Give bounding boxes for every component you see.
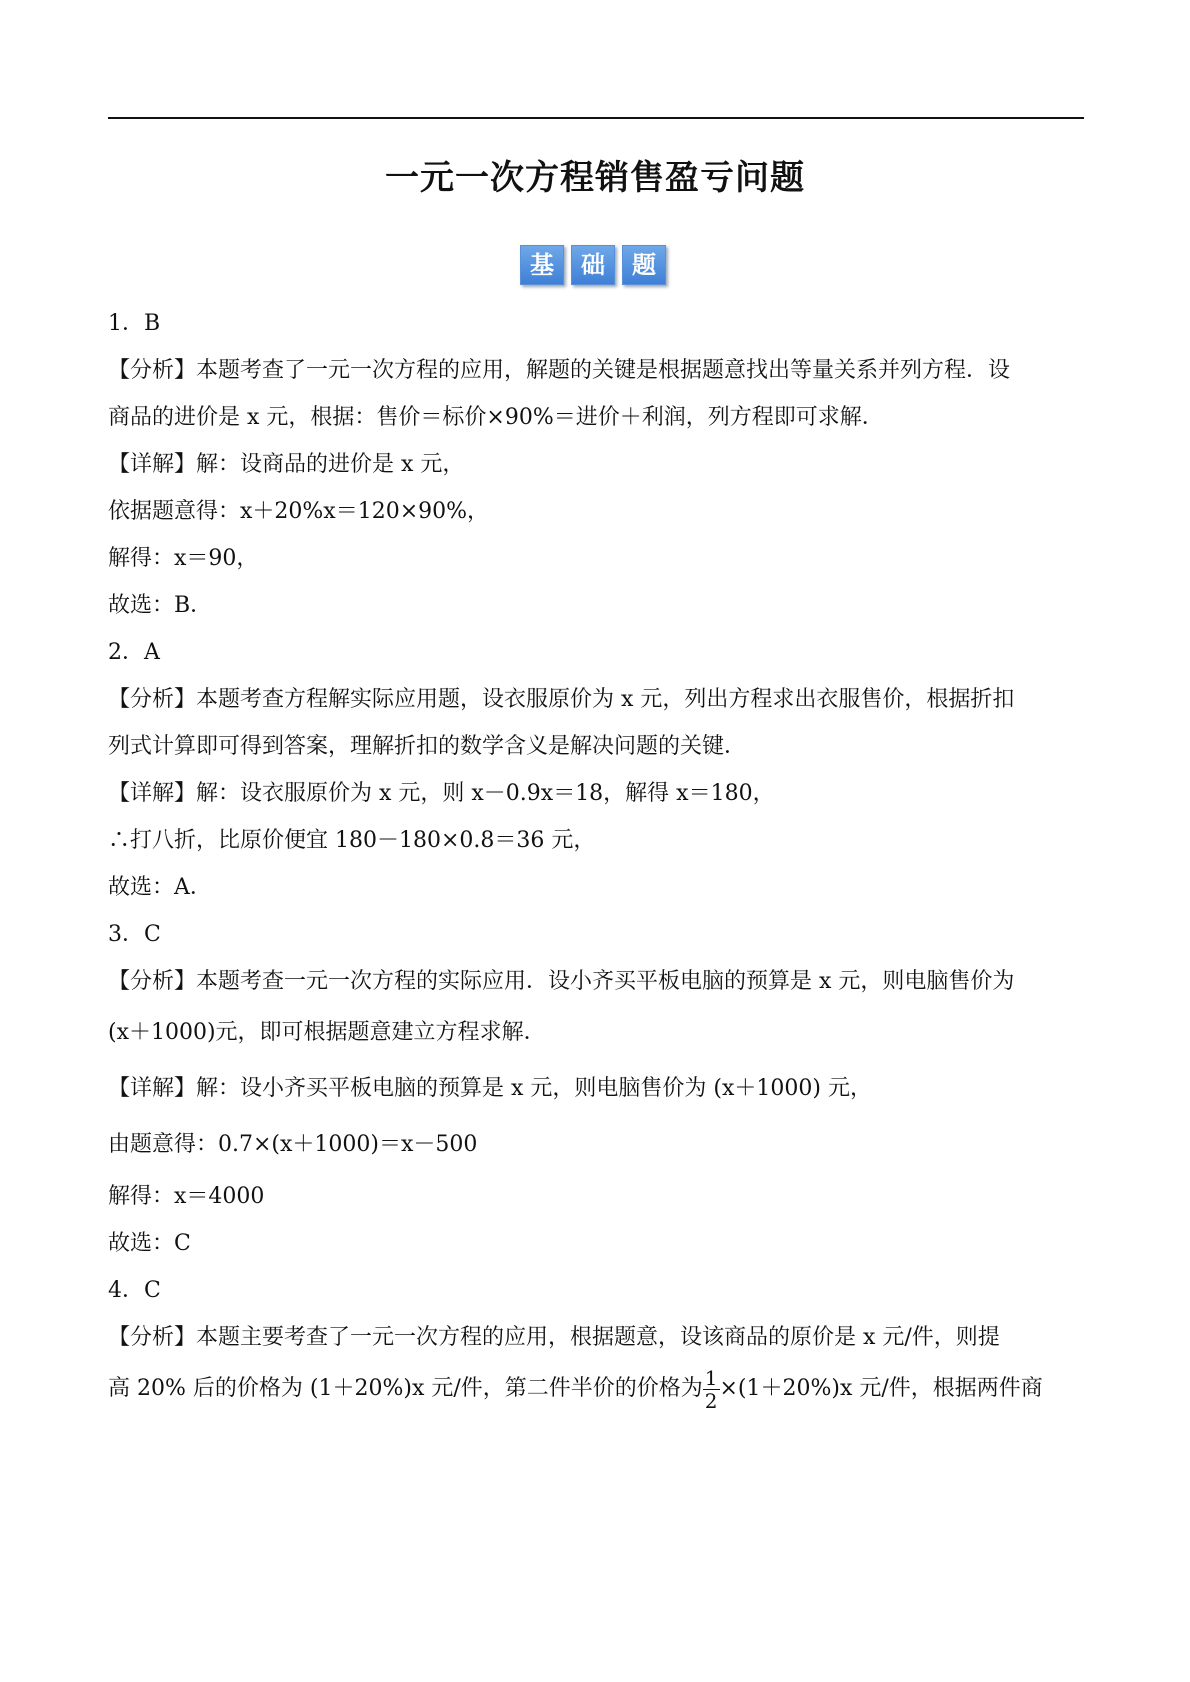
text-line: 2．A bbox=[108, 640, 160, 665]
document-body bbox=[108, 300, 1086, 1417]
text-line: 3．C bbox=[108, 922, 161, 947]
text-line: 解得：x＝4000 bbox=[108, 1184, 265, 1209]
text-line: 【分析】本题考查了一元一次方程的应用，解题的关键是根据题意找出等量关系并列方程．设 bbox=[108, 358, 1011, 383]
text-line: ∴打八折，比原价便宜 180－180×0.8＝36 元， bbox=[108, 828, 596, 853]
page-title: 一元一次方程销售盈亏问题 bbox=[385, 158, 805, 198]
badge-char: 基 bbox=[520, 245, 564, 285]
text-segment: 高 20% 后的价格为 (1＋20%)x 元/件，第二件半价的价格为 bbox=[108, 1376, 703, 1401]
text-line: 故选：B． bbox=[108, 593, 213, 618]
text-line: 依据题意得：x＋20%x＝120×90%， bbox=[108, 499, 490, 524]
text-line: 【分析】本题考查一元一次方程的实际应用．设小齐买平板电脑的预算是 x 元，则电脑售价为 bbox=[108, 969, 1015, 994]
text-line: 【详解】解：设小齐买平板电脑的预算是 x 元，则电脑售价为 (x＋1000) 元， bbox=[108, 1076, 872, 1101]
badge-char: 题 bbox=[622, 245, 666, 285]
text-line: 由题意得：0.7×(x＋1000)＝x－500 bbox=[108, 1132, 478, 1157]
text-line: 【分析】本题主要考查了一元一次方程的应用，根据题意，设该商品的原价是 x 元/件，则提 bbox=[108, 1325, 1000, 1350]
fraction bbox=[703, 1367, 720, 1412]
text-segment: ×(1＋20%)x 元/件，根据两件商 bbox=[719, 1376, 1043, 1401]
fraction-denominator: 2 bbox=[704, 1388, 718, 1413]
section-badge bbox=[520, 245, 666, 285]
text-line: (x＋1000)元，即可根据题意建立方程求解． bbox=[108, 1020, 546, 1045]
badge-char: 础 bbox=[571, 245, 615, 285]
text-line: 故选：C bbox=[108, 1231, 191, 1256]
text-line: 4．C bbox=[108, 1278, 161, 1303]
text-line: 列式计算即可得到答案，理解折扣的数学含义是解决问题的关键． bbox=[108, 734, 747, 759]
header-rule bbox=[108, 117, 1084, 119]
text-line: 解得：x＝90， bbox=[108, 546, 259, 571]
fraction-numerator: 1 bbox=[704, 1365, 718, 1390]
text-line: 商品的进价是 x 元，根据：售价＝标价×90%＝进价＋利润，列方程即可求解． bbox=[108, 405, 884, 430]
text-line: 故选：A． bbox=[108, 875, 212, 900]
text-line-with-fraction bbox=[108, 1361, 1086, 1417]
text-line: 【详解】解：设商品的进价是 x 元， bbox=[108, 452, 465, 477]
text-line: 1．B bbox=[108, 311, 161, 336]
text-line: 【详解】解：设衣服原价为 x 元，则 x－0.9x＝18，解得 x＝180， bbox=[108, 781, 775, 806]
text-line: 【分析】本题考查方程解实际应用题，设衣服原价为 x 元，列出方程求出衣服售价，根据折扣 bbox=[108, 687, 1015, 712]
